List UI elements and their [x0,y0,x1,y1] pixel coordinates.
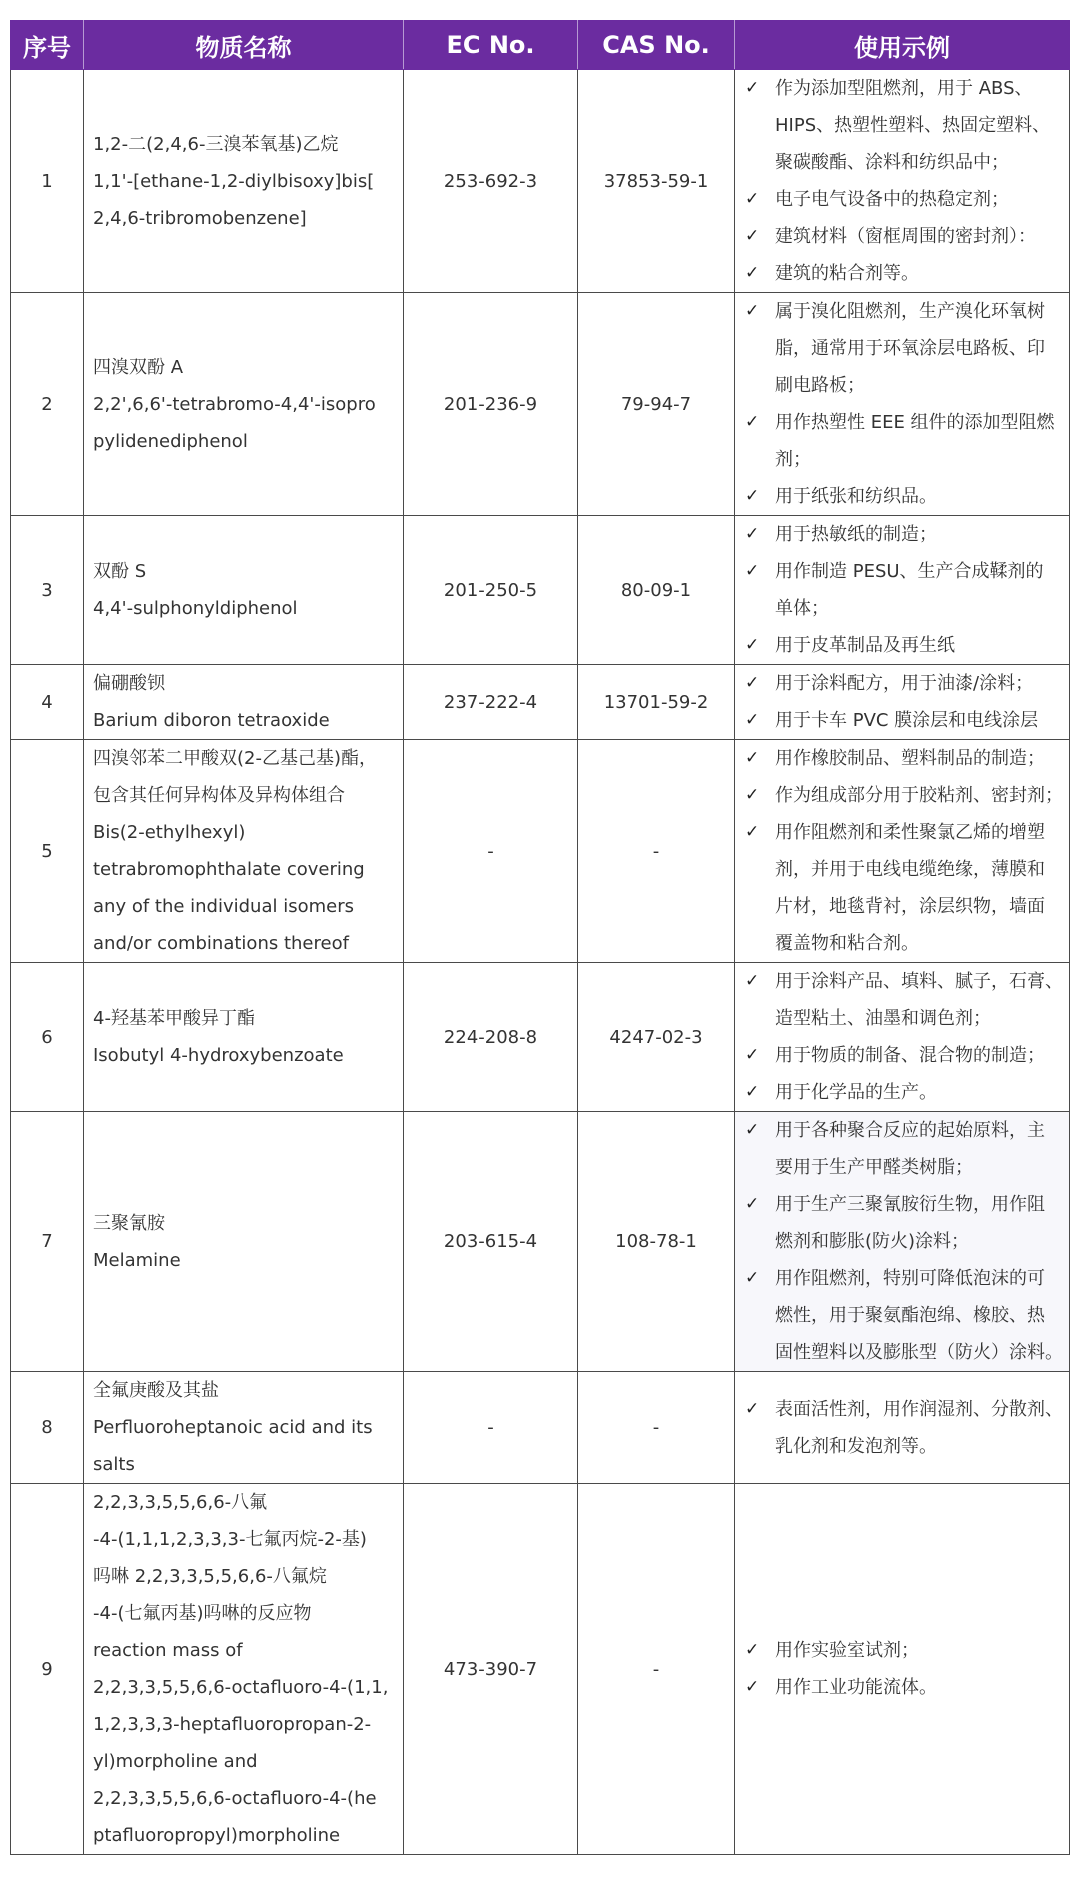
usage-item-line: ✓ 用作阻燃剂和柔性聚氯乙烯的增塑 [775,822,1045,843]
usage-item-line: 脂，通常用于环氧涂层电路板、印 [775,338,1045,359]
usage-item-check-icon [745,404,1061,478]
substance-name-line: Melamine [93,1249,181,1271]
cell-substance-name [84,1484,404,1855]
usage-item-line: ✓ 用于物质的制备、混合物的制造； [775,1045,1045,1066]
substance-name-line: yl)morpholine and [93,1751,258,1772]
cell-usage-examples [735,963,1070,1112]
substance-table [10,20,1070,1855]
usage-item-line: ✓ 用于卡车 PVC 膜涂层和电线涂层 [775,710,1039,731]
usage-item-line: HIPS、热塑性塑料、热固定塑料、 [775,115,1051,136]
usage-item-line: 刷电路板； [775,375,865,396]
usage-item-check-icon [745,1186,1061,1260]
cell-serial-number: 5 [11,740,84,963]
usage-item-line: 聚碳酸酯、涂料和纺织品中； [775,152,1009,173]
usage-item-check-icon [745,740,1061,777]
substance-name-line: 2,2,3,3,5,5,6,6-八氟 [93,1492,268,1513]
header-ec-number: EC No. [404,21,578,70]
usage-item-line: ✓ 表面活性剂，用作润湿剂、分散剂、 [775,1398,1063,1420]
usage-item-check-icon [745,1391,1061,1465]
usage-item-line: 燃性，用于聚氨酯泡绵、橡胶、热 [775,1305,1045,1326]
usage-item-check-icon [745,293,1061,404]
table-row [11,740,1070,963]
usage-item-check-icon [745,665,1061,702]
usage-list [745,1632,1061,1706]
usage-list [745,963,1061,1111]
usage-item-line: ✓ 属于溴化阻燃剂，生产溴化环氧树 [775,301,1045,322]
usage-item-line: 要用于生产甲醛类树脂； [775,1157,973,1178]
cell-substance-name [84,293,404,516]
usage-item-check-icon [745,516,1061,553]
cell-usage-examples [735,1484,1070,1855]
substance-name-line: 1,2,3,3,3-heptafluoropropan-2- [93,1714,372,1735]
usage-item-check-icon [745,1260,1061,1371]
usage-item-check-icon [745,478,1061,515]
usage-item-check-icon [745,1632,1061,1669]
table-row [11,70,1070,293]
substance-name-line: 吗啉 2,2,3,3,5,5,6,6-八氟烷 [93,1566,327,1587]
substance-name-line: -4-(1,1,1,2,3,3,3-七氟丙烷-2-基) [93,1529,367,1550]
cell-ec-number: 201-236-9 [404,293,578,516]
table-header-row [11,21,1070,70]
substance-name-line: Barium diboron tetraoxide [93,710,330,731]
usage-list [745,1112,1061,1371]
substance-name-line: 4-羟基苯甲酸异丁酯 [93,1008,255,1029]
cell-substance-name [84,963,404,1112]
substance-name-line: 2,2',6,6'-tetrabromo-4,4'-isopro [93,393,376,415]
substance-name-line: -4-(七氟丙基)吗啉的反应物 [93,1603,312,1624]
substance-name-line: tetrabromophthalate covering [93,859,365,880]
header-usage-examples: 使用示例 [735,21,1070,70]
cell-substance-name [84,665,404,740]
usage-item-line: 覆盖物和粘合剂。 [775,933,919,954]
cell-serial-number: 3 [11,516,84,665]
cell-usage-examples [735,516,1070,665]
substance-name-line: 2,2,3,3,5,5,6,6-octafluoro-4-(1,1, [93,1677,389,1698]
substance-name-line: pylidenediphenol [93,430,248,452]
cell-cas-number: 80-09-1 [578,516,735,665]
cell-serial-number: 1 [11,70,84,293]
substance-name-line: any of the individual isomers [93,896,354,917]
usage-item-check-icon [745,627,1061,664]
usage-item-line: 燃剂和膨胀(防火)涂料； [775,1231,970,1252]
cell-usage-examples [735,1372,1070,1484]
cell-ec-number: 237-222-4 [404,665,578,740]
usage-item-line: 剂，并用于电线电缆绝缘，薄膜和 [775,859,1045,880]
substance-name-line: 四溴双酚 A [93,356,184,378]
usage-item-line: ✓ 建筑的粘合剂等。 [775,263,919,284]
table-row [11,963,1070,1112]
usage-item-line: ✓ 用作热塑性 EEE 组件的添加型阻燃 [775,412,1055,433]
cell-substance-name [84,1372,404,1484]
substance-name-line: 三聚氰胺 [93,1212,165,1234]
usage-item-line: 片材，地毯背衬，涂层织物，墙面 [775,896,1045,917]
usage-item-line: ✓ 用作工业功能流体。 [775,1677,937,1698]
substance-name-line: 2,2,3,3,5,5,6,6-octafluoro-4-(he [93,1788,377,1809]
substance-name-line: Isobutyl 4-hydroxybenzoate [93,1045,344,1066]
usage-item-line: ✓ 作为添加型阻燃剂，用于 ABS、 [775,78,1033,99]
cell-substance-name [84,740,404,963]
cell-substance-name [84,70,404,293]
usage-item-check-icon [745,1037,1061,1074]
cell-cas-number: 13701-59-2 [578,665,735,740]
substance-name-line: 包含其任何异构体及异构体组合 [93,785,345,806]
cell-serial-number: 7 [11,1112,84,1372]
cell-ec-number: 201-250-5 [404,516,578,665]
substance-name-line: 1,2-二(2,4,6-三溴苯氧基)乙烷 [93,133,339,155]
cell-cas-number: 108-78-1 [578,1112,735,1372]
usage-item-check-icon [745,814,1061,962]
usage-item-line: ✓ 作为组成部分用于胶粘剂、密封剂； [775,785,1063,806]
usage-item-line: ✓ 用作实验室试剂； [775,1640,919,1661]
usage-item-check-icon [745,181,1061,218]
cell-serial-number: 8 [11,1372,84,1484]
header-substance-name: 物质名称 [84,21,404,70]
header-cas-number: CAS No. [578,21,735,70]
usage-item-line: ✓ 用作阻燃剂，特别可降低泡沫的可 [775,1268,1045,1289]
cell-serial-number: 4 [11,665,84,740]
usage-item-check-icon [745,777,1061,814]
cell-cas-number: 4247-02-3 [578,963,735,1112]
usage-item-check-icon [745,1669,1061,1706]
usage-item-line: 造型粘土、油墨和调色剂； [775,1008,991,1029]
usage-item-check-icon [745,1112,1061,1186]
cell-ec-number: 203-615-4 [404,1112,578,1372]
cell-ec-number: 253-692-3 [404,70,578,293]
cell-usage-examples [735,665,1070,740]
usage-item-line: ✓ 电子电气设备中的热稳定剂； [775,189,1009,210]
usage-list [745,665,1061,739]
substance-name-line: salts [93,1454,135,1475]
cell-ec-number: 473-390-7 [404,1484,578,1855]
usage-list [745,740,1061,962]
substance-name-line: 四溴邻苯二甲酸双(2-乙基己基)酯， [93,748,377,769]
substance-name-line: 4,4'-sulphonyldiphenol [93,598,298,619]
usage-item-line: ✓ 用作制造 PESU、生产合成鞣剂的 [775,561,1044,582]
substance-name-line: 全氟庚酸及其盐 [93,1380,219,1401]
table-row [11,293,1070,516]
cell-usage-examples [735,740,1070,963]
cell-cas-number: - [578,1372,735,1484]
header-serial-number: 序号 [11,21,84,70]
usage-item-line: ✓ 用于热敏纸的制造； [775,524,937,545]
cell-serial-number: 6 [11,963,84,1112]
cell-usage-examples [735,293,1070,516]
table-row [11,516,1070,665]
cell-cas-number: - [578,740,735,963]
substance-name-line: 1,1'-[ethane-1,2-diylbisoxy]bis[ [93,170,375,192]
table-row [11,1372,1070,1484]
usage-item-line: ✓ 用于化学品的生产。 [775,1082,937,1103]
cell-cas-number: 79-94-7 [578,293,735,516]
cell-ec-number: 224-208-8 [404,963,578,1112]
usage-item-line: ✓ 建筑材料（窗框周围的密封剂）： [775,226,1036,247]
cell-cas-number: 37853-59-1 [578,70,735,293]
substance-name-line: ptafluoropropyl)morpholine [93,1825,341,1846]
usage-item-check-icon [745,553,1061,627]
cell-usage-examples [735,1112,1070,1372]
table-row [11,1112,1070,1372]
cell-serial-number: 2 [11,293,84,516]
substance-name-line: 偏硼酸钡 [93,673,165,694]
usage-item-line: ✓ 用于各种聚合反应的起始原料，主 [775,1120,1045,1141]
cell-ec-number: - [404,1372,578,1484]
cell-cas-number: - [578,1484,735,1855]
usage-item-line: 固性塑料以及膨胀型（防火）涂料。 [775,1342,1063,1363]
substance-name-line: Bis(2-ethylhexyl) [93,822,246,843]
usage-item-check-icon [745,1074,1061,1111]
substance-name-line: reaction mass of [93,1640,243,1661]
usage-item-line: 单体； [775,598,829,619]
usage-item-line: ✓ 用于皮革制品及再生纸 [775,635,955,656]
cell-usage-examples [735,70,1070,293]
table-row [11,1484,1070,1855]
substance-name-line: 双酚 S [93,561,147,582]
usage-list [745,293,1061,515]
usage-item-line: 剂； [775,449,811,470]
usage-list [745,70,1061,292]
usage-item-check-icon [745,963,1061,1037]
usage-list [745,1391,1061,1465]
substance-name-line: and/or combinations thereof [93,933,349,954]
substance-name-line: 2,4,6-tribromobenzene] [93,207,307,229]
usage-item-line: ✓ 用于涂料产品、填料、腻子，石膏、 [775,971,1063,992]
usage-item-line: ✓ 用于纸张和纺织品。 [775,486,937,507]
cell-serial-number: 9 [11,1484,84,1855]
usage-item-check-icon [745,70,1061,181]
usage-item-check-icon [745,255,1061,292]
table-row [11,665,1070,740]
cell-ec-number: - [404,740,578,963]
usage-item-line: ✓ 用于生产三聚氰胺衍生物，用作阻 [775,1194,1045,1215]
substance-table-page [10,20,1070,1855]
cell-substance-name [84,1112,404,1372]
usage-item-line: ✓ 用于涂料配方，用于油漆/涂料； [775,673,1034,694]
substance-name-line: Perfluoroheptanoic acid and its [93,1417,373,1438]
usage-item-line: ✓ 用作橡胶制品、塑料制品的制造； [775,748,1045,769]
usage-item-line: 乳化剂和发泡剂等。 [775,1435,937,1457]
usage-item-check-icon [745,218,1061,255]
usage-list [745,516,1061,664]
cell-substance-name [84,516,404,665]
usage-item-check-icon [745,702,1061,739]
